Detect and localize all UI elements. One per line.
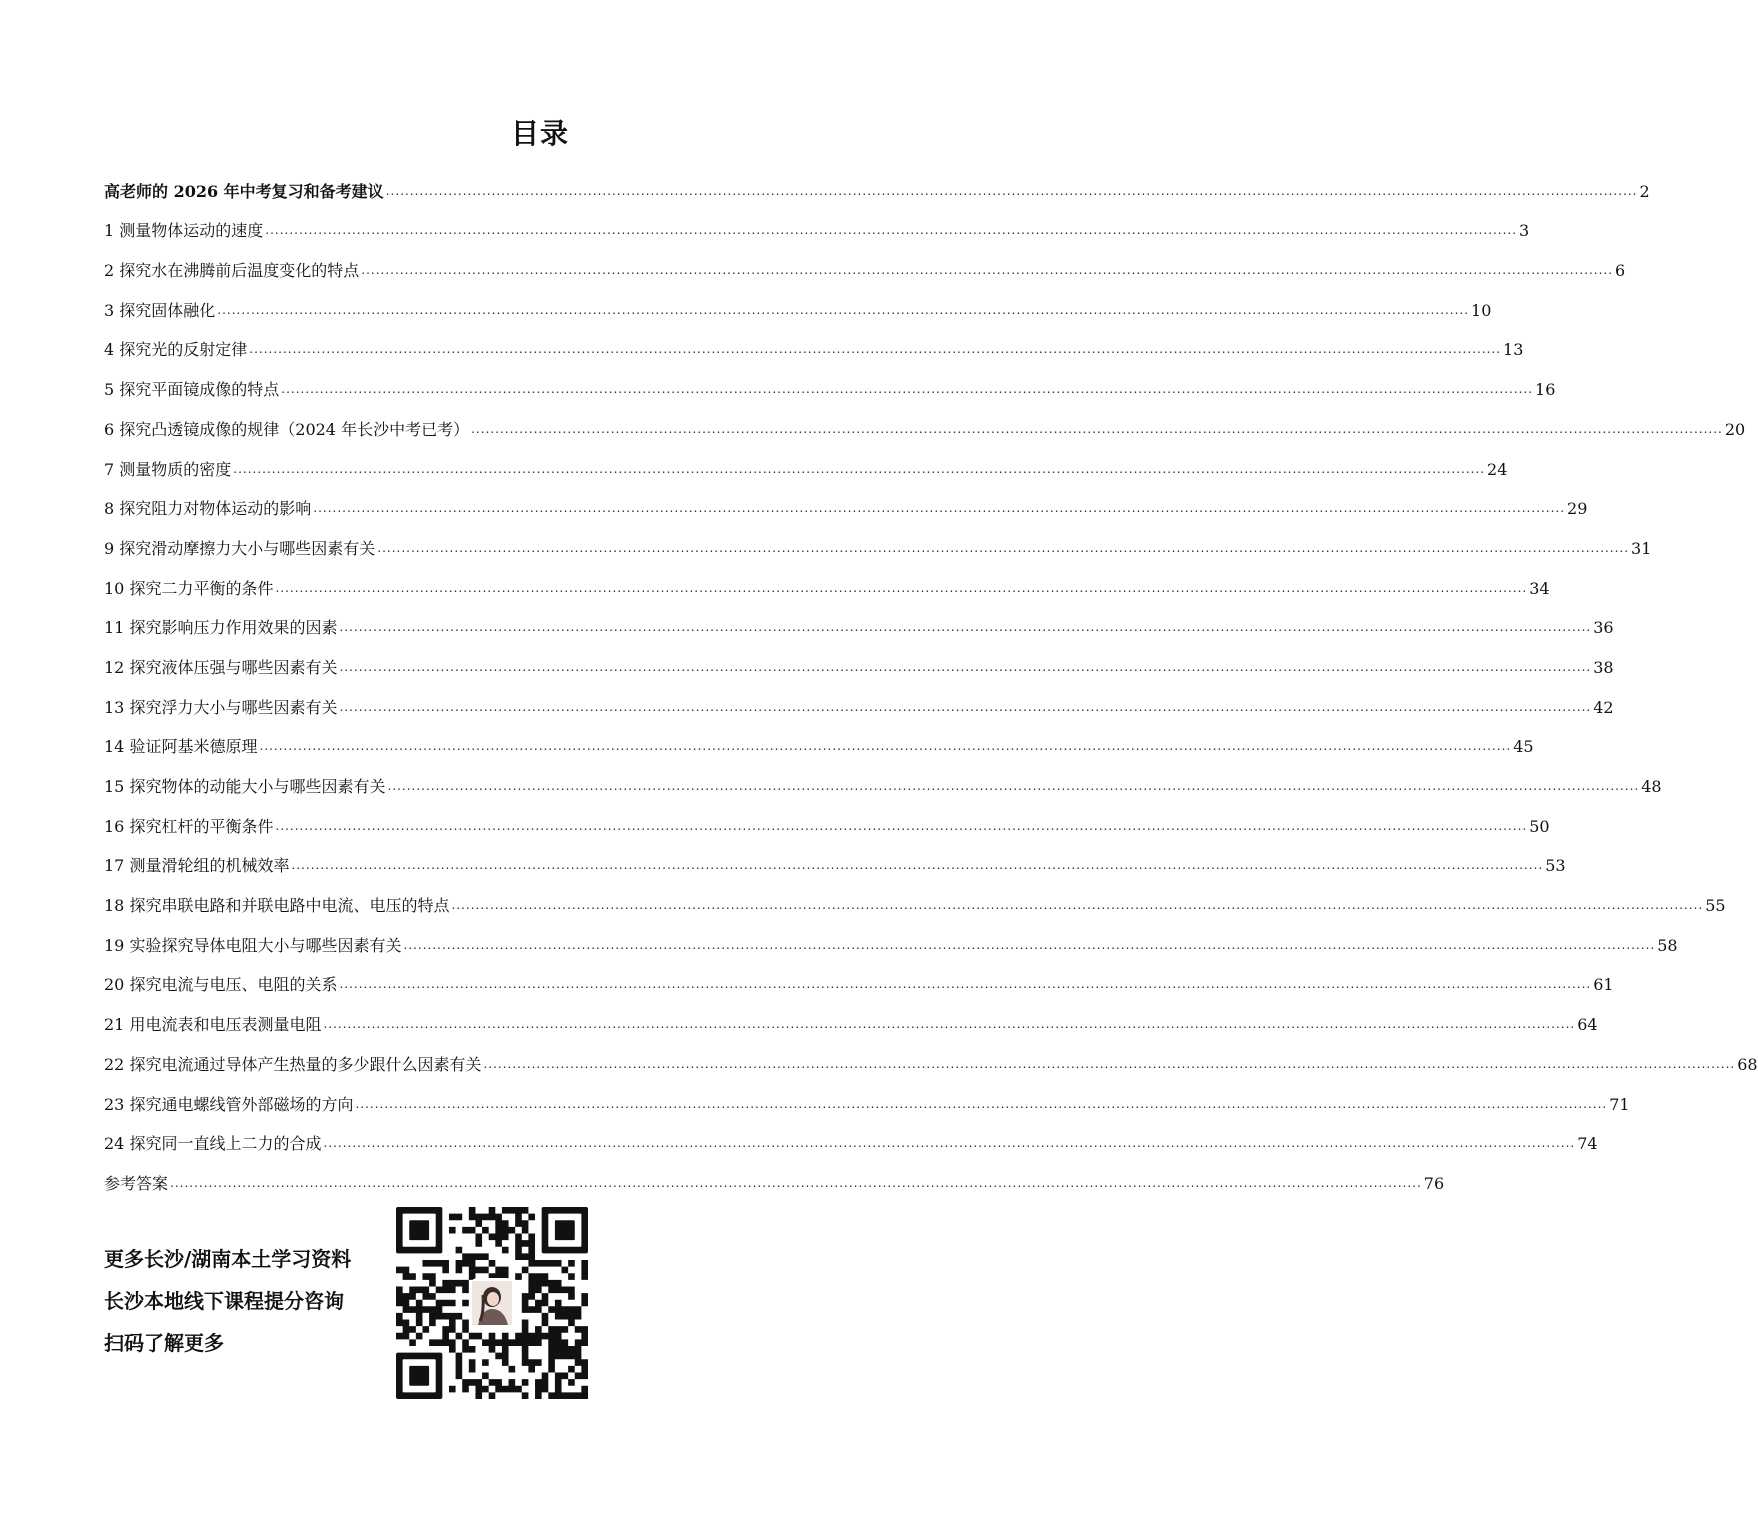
toc-entry-page: 64 — [1577, 1015, 1598, 1035]
toc-entry[interactable] — [104, 837, 1566, 877]
toc-entry-title: 12 探究液体压强与哪些因素有关 — [104, 657, 338, 677]
promo-line-1: 更多长沙/湖南本土学习资料 — [104, 1247, 352, 1271]
toc-entry[interactable] — [104, 202, 1530, 242]
toc-leader-dots: .................................................................................................................................................................................................................................................................... — [451, 898, 1704, 913]
toc-leader-dots: .................................................................................................................................................................................................................................................................... — [339, 620, 1592, 635]
toc-entry-page: 53 — [1545, 856, 1566, 876]
toc-entry[interactable] — [104, 718, 1534, 758]
toc-leader-dots: .................................................................................................................................................................................................................................................................... — [313, 501, 1566, 516]
toc-entry-title: 21 用电流表和电压表测量电阻 — [104, 1015, 322, 1035]
toc-entry-page: 31 — [1631, 538, 1652, 558]
toc-entry-title: 2 探究水在沸腾前后温度变化的特点 — [104, 261, 360, 281]
toc-leader-dots: .................................................................................................................................................................................................................................................................... — [387, 779, 1640, 793]
toc-entry[interactable] — [104, 956, 1614, 996]
toc-entry-page: 16 — [1535, 380, 1556, 400]
toc-leader-dots: .................................................................................................................................................................................................................................................................... — [291, 858, 1544, 873]
toc-entry-title: 7 测量物质的密度 — [104, 459, 232, 479]
toc-entry-page: 24 — [1487, 459, 1508, 479]
toc-entry[interactable] — [104, 757, 1662, 797]
toc-entry[interactable] — [104, 1075, 1630, 1115]
toc-entry-title: 18 探究串联电路和并联电路中电流、电压的特点 — [104, 896, 450, 916]
toc-entry-page: 68 — [1737, 1054, 1758, 1074]
toc-leader-dots: .................................................................................................................................................................................................................................................................... — [323, 1017, 1576, 1032]
toc-leader-dots: .................................................................................................................................................................................................................................................................... — [259, 739, 1512, 754]
toc-entry-title: 10 探究二力平衡的条件 — [104, 578, 274, 598]
toc-entry[interactable] — [104, 599, 1614, 639]
avatar-icon — [472, 1281, 512, 1325]
toc-leader-dots: .................................................................................................................................................................................................................................................................... — [339, 977, 1592, 992]
toc-entry[interactable] — [104, 678, 1614, 718]
toc-leader-dots: .................................................................................................................................................................................................................................................................... — [483, 1056, 1736, 1071]
promo-text — [104, 1238, 351, 1364]
toc-entry-title: 16 探究杠杆的平衡条件 — [104, 816, 274, 836]
toc-entry-title: 1 测量物体运动的速度 — [104, 221, 264, 241]
toc-entry[interactable] — [104, 440, 1508, 480]
toc-entry-title: 17 测量滑轮组的机械效率 — [104, 856, 290, 876]
toc-entry-title: 3 探究固体融化 — [104, 300, 216, 320]
toc-entry-page: 61 — [1593, 975, 1614, 995]
page-title: 目录 — [510, 117, 569, 150]
toc-entry-page: 38 — [1593, 657, 1614, 677]
toc-entry-title: 6 探究凸透镜成像的规律（2024 年长沙中考已考） — [104, 419, 470, 439]
toc-leader-dots: .................................................................................................................................................................................................................................................................... — [355, 1096, 1608, 1111]
toc-entry[interactable] — [104, 1035, 1758, 1075]
toc-entry-title: 22 探究电流通过导体产生热量的多少跟什么因素有关 — [104, 1054, 482, 1074]
toc-entry-title: 20 探究电流与电压、电阻的关系 — [104, 975, 338, 995]
toc-entry-page: 42 — [1593, 697, 1614, 717]
toc-entry-page: 10 — [1471, 300, 1492, 320]
promo-line-3: 扫码了解更多 — [104, 1331, 224, 1355]
toc-entry[interactable] — [104, 162, 1650, 202]
toc-entry[interactable] — [104, 559, 1550, 599]
toc-entry-page: 36 — [1593, 618, 1614, 638]
toc-entry-page: 3 — [1519, 221, 1530, 241]
toc-entry[interactable] — [104, 241, 1626, 281]
toc-leader-dots: .................................................................................................................................................................................................................................................................... — [217, 302, 1470, 317]
toc-entry-page: 29 — [1567, 499, 1588, 519]
toc-entry-title: 9 探究滑动摩擦力大小与哪些因素有关 — [104, 538, 376, 558]
toc-entry-title: 13 探究浮力大小与哪些因素有关 — [104, 697, 338, 717]
toc-leader-dots: .................................................................................................................................................................................................................................................................... — [249, 342, 1502, 357]
toc-leader-dots: .................................................................................................................................................................................................................................................................... — [339, 659, 1592, 674]
toc-entry-title: 14 验证阿基米德原理 — [104, 737, 258, 757]
toc-leader-dots: .................................................................................................................................................................................................................................................................... — [403, 937, 1656, 952]
toc-entry[interactable] — [104, 360, 1556, 400]
toc-entry[interactable] — [104, 480, 1588, 520]
toc-entry-title: 15 探究物体的动能大小与哪些因素有关 — [104, 777, 386, 796]
toc-entry-title: 23 探究通电螺线管外部磁场的方向 — [104, 1094, 354, 1114]
toc-entry-page: 76 — [1423, 1173, 1445, 1193]
toc-entry-page: 6 — [1615, 261, 1626, 281]
toc-entry[interactable] — [104, 519, 1652, 559]
toc-entry-title: 8 探究阻力对物体运动的影响 — [104, 499, 312, 519]
toc-leader-dots: .................................................................................................................................................................................................................................................................... — [339, 699, 1592, 714]
toc-entry[interactable] — [104, 638, 1614, 678]
toc-entry-title: 4 探究光的反射定律 — [104, 340, 248, 360]
toc-leader-dots: .................................................................................................................................................................................................................................................................... — [281, 382, 1534, 397]
toc-leader-dots: .................................................................................................................................................................................................................................................................... — [275, 580, 1528, 595]
toc-leader-dots: .................................................................................................................................................................................................................................................................... — [323, 1136, 1576, 1151]
toc-leader-dots: .................................................................................................................................................................................................................................................................... — [471, 421, 1723, 436]
toc-entry-title: 参考答案 — [104, 1173, 169, 1193]
toc-entry-page: 2 — [1639, 181, 1650, 201]
toc-entry-page: 34 — [1529, 578, 1550, 598]
toc-leader-dots: .................................................................................................................................................................................................................................................................... — [361, 263, 1614, 278]
toc-entry-page: 48 — [1641, 777, 1662, 796]
toc-entry[interactable] — [104, 1154, 1445, 1194]
toc-entry[interactable] — [104, 797, 1550, 837]
toc-leader-dots: .................................................................................................................................................................................................................................................................... — [170, 1175, 1422, 1190]
toc-entry[interactable] — [104, 400, 1746, 440]
promo-line-2: 长沙本地线下课程提分咨询 — [104, 1289, 344, 1313]
toc-entry[interactable] — [104, 1115, 1598, 1155]
toc-entry-page: 45 — [1513, 737, 1534, 757]
toc-entry-page: 71 — [1609, 1094, 1630, 1114]
toc-entry-page: 74 — [1577, 1134, 1598, 1154]
toc-entry-page: 20 — [1724, 419, 1746, 439]
toc-entry[interactable] — [104, 281, 1492, 321]
toc-entry-page: 50 — [1529, 816, 1550, 836]
toc-entry-page: 55 — [1705, 896, 1726, 916]
toc-entry-title: 19 实验探究导体电阻大小与哪些因素有关 — [104, 935, 402, 955]
toc-entry[interactable] — [104, 321, 1524, 361]
toc-entry-title: 24 探究同一直线上二力的合成 — [104, 1134, 322, 1154]
toc-entry-title: 11 探究影响压力作用效果的因素 — [104, 618, 338, 638]
toc-entry-page: 13 — [1503, 340, 1524, 360]
toc-entry-title: 5 探究平面镜成像的特点 — [104, 380, 280, 400]
toc-entry[interactable] — [104, 876, 1726, 916]
toc-entry[interactable] — [104, 995, 1598, 1035]
table-of-contents — [104, 162, 1758, 1194]
toc-leader-dots: .................................................................................................................................................................................................................................................................... — [233, 461, 1486, 476]
toc-leader-dots: .................................................................................................................................................................................................................................................................... — [265, 223, 1518, 238]
toc-entry-title: 高老师的 2026 年中考复习和备考建议 — [104, 181, 384, 201]
toc-leader-dots: .................................................................................................................................................................................................................................................................... — [377, 540, 1630, 555]
toc-leader-dots: .................................................................................................................................................................................................................................................................... — [275, 818, 1528, 833]
toc-leader-dots: .................................................................................................................................................................................................................................................................... — [385, 183, 1638, 198]
toc-entry-page: 58 — [1657, 935, 1678, 955]
qr-code[interactable] — [396, 1207, 588, 1399]
toc-entry[interactable] — [104, 916, 1678, 956]
